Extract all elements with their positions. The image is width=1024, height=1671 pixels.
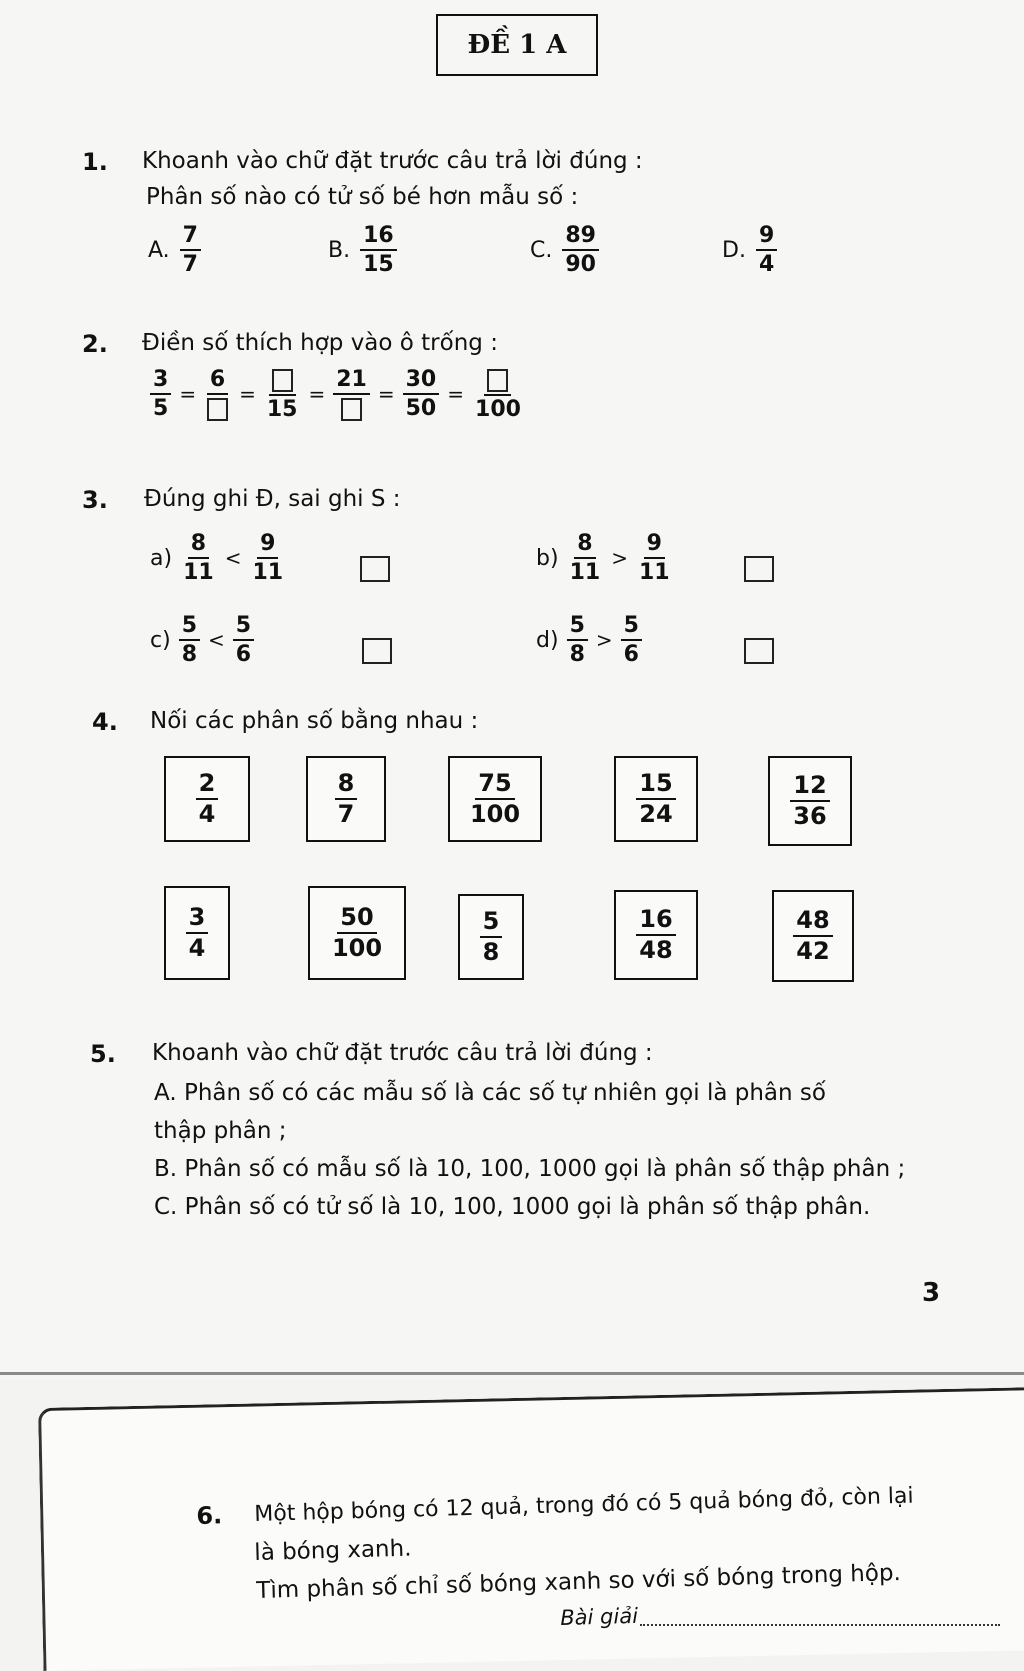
match-box-bottom-2[interactable] <box>308 886 406 980</box>
q5-option-b[interactable]: B. Phân số có mẫu số là 10, 100, 1000 gọi là phân số thập phân ; <box>154 1156 906 1182</box>
fraction: $\frac{2}{4}$ <box>196 771 219 827</box>
page-number: 3 <box>922 1278 941 1308</box>
fraction: $\frac{9}{11}$ <box>638 531 670 586</box>
q3-item-d: d) $\frac{5}{8}$ > $\frac{5}{6}$ <box>536 614 642 666</box>
fraction: $\frac{3}{5}$ <box>150 368 171 420</box>
fraction: $\frac{16}{15}$ <box>360 224 397 276</box>
q2-prompt: Điền số thích hợp vào ô trống : <box>142 330 498 356</box>
fraction: $\frac{5}{8}$ <box>179 614 200 666</box>
match-box-top-3[interactable] <box>448 756 542 842</box>
fraction: $\frac{5}{8}$ <box>480 909 503 965</box>
blank-box[interactable] <box>272 369 293 392</box>
fraction: 21 <box>333 368 370 421</box>
fraction: $\frac{9}{4}$ <box>756 224 777 276</box>
match-box-top-5[interactable] <box>768 756 852 846</box>
q3-number: 3. <box>82 486 108 514</box>
fraction: $\frac{3}{4}$ <box>186 905 209 961</box>
blank-box[interactable] <box>207 398 228 421</box>
fraction: $\frac{8}{11}$ <box>183 531 214 586</box>
fraction: $\frac{8}{7}$ <box>335 771 358 827</box>
fraction: $\frac{75}{100}$ <box>469 768 521 828</box>
fraction: 6 <box>204 368 231 421</box>
q3-prompt: Đúng ghi Đ, sai ghi S : <box>144 486 401 512</box>
fraction: $\frac{12}{36}$ <box>790 773 829 829</box>
q1-option-c[interactable] <box>530 224 599 276</box>
fraction: $\frac{30}{50}$ <box>403 368 440 420</box>
fraction: $\frac{89}{90}$ <box>562 224 599 276</box>
q3-item-b: b) $\frac{8}{11}$ > $\frac{9}{11}$ <box>536 532 673 584</box>
match-box-bottom-3[interactable] <box>458 894 524 980</box>
blank-box[interactable] <box>487 369 508 392</box>
solution-label: Bài giải <box>560 1603 639 1630</box>
q5-option-a[interactable]: A. Phân số có các mẫu số là các số tự nhiên gọi là phân số <box>154 1080 826 1106</box>
fraction: $\frac{16}{48}$ <box>636 907 675 963</box>
q4-prompt: Nối các phân số bằng nhau : <box>150 708 479 734</box>
option-label: B. <box>328 237 351 263</box>
match-box-bottom-5[interactable] <box>772 890 854 982</box>
option-label: C. <box>530 237 553 263</box>
answer-box-a[interactable] <box>360 556 390 582</box>
q3-item-a: a) $\frac{8}{11}$ < $\frac{9}{11}$ <box>150 532 286 584</box>
exam-title: ĐỀ 1 A <box>436 14 598 76</box>
q5-option-a-cont: thập phân ; <box>154 1118 287 1144</box>
fraction: $\frac{8}{11}$ <box>569 531 601 586</box>
fraction: $\frac{7}{7}$ <box>180 224 201 276</box>
q1-number: 1. <box>82 148 108 176</box>
q4-number: 4. <box>92 708 118 736</box>
fraction: $\frac{9}{11}$ <box>252 531 284 586</box>
fraction: $\frac{5}{6}$ <box>233 614 254 666</box>
q1-option-b[interactable] <box>328 224 397 276</box>
answer-dotted-line[interactable] <box>640 1624 1000 1626</box>
fraction: $\frac{48}{42}$ <box>793 908 832 964</box>
q3-item-c: c) $\frac{5}{8}$ < $\frac{5}{6}$ <box>150 614 254 666</box>
answer-box-b[interactable] <box>744 556 774 582</box>
match-box-bottom-4[interactable] <box>614 890 698 980</box>
q6-line-2: là bóng xanh. <box>254 1535 412 1566</box>
option-label: A. <box>148 237 170 263</box>
q1-option-d[interactable] <box>722 224 777 276</box>
fraction: $\frac{15}{24}$ <box>636 771 675 827</box>
q1-subprompt: Phân số nào có tử số bé hơn mẫu số : <box>146 184 579 210</box>
page-divider <box>0 1372 1024 1375</box>
match-box-top-1[interactable] <box>164 756 250 842</box>
fraction: $\frac{5}{8}$ <box>567 614 588 666</box>
blank-box[interactable] <box>341 398 362 421</box>
q6-line-3: Tìm phân số chỉ số bóng xanh so với số bóng trong hộp. <box>256 1559 902 1604</box>
q2-number: 2. <box>82 330 108 358</box>
q5-number: 5. <box>90 1040 116 1068</box>
match-box-bottom-1[interactable] <box>164 886 230 980</box>
answer-box-d[interactable] <box>744 638 774 664</box>
fraction: $\frac{5}{6}$ <box>621 614 642 666</box>
q5-prompt: Khoanh vào chữ đặt trước câu trả lời đúng : <box>152 1040 653 1066</box>
fraction: $\frac{50}{100}$ <box>331 902 383 962</box>
q2-equation: $\frac{3}{5}$ = 6 = 15 = 21 = $\frac{30}{50}$ = 100 <box>150 368 524 421</box>
next-page-sheet <box>38 1387 1024 1671</box>
fraction: 15 <box>264 368 301 421</box>
answer-box-c[interactable] <box>362 638 392 664</box>
match-box-top-4[interactable] <box>614 756 698 842</box>
match-box-top-2[interactable] <box>306 756 386 842</box>
q5-option-c[interactable]: C. Phân số có tử số là 10, 100, 1000 gọi là phân số thập phân. <box>154 1194 871 1220</box>
q1-option-a[interactable] <box>148 224 201 276</box>
q6-line-1: Một hộp bóng có 12 quả, trong đó có 5 quả bóng đỏ, còn lại <box>254 1483 914 1527</box>
fraction: 100 <box>472 368 524 421</box>
option-label: D. <box>722 237 746 263</box>
q6-number: 6. <box>196 1501 223 1530</box>
q1-prompt: Khoanh vào chữ đặt trước câu trả lời đúng : <box>142 148 643 174</box>
